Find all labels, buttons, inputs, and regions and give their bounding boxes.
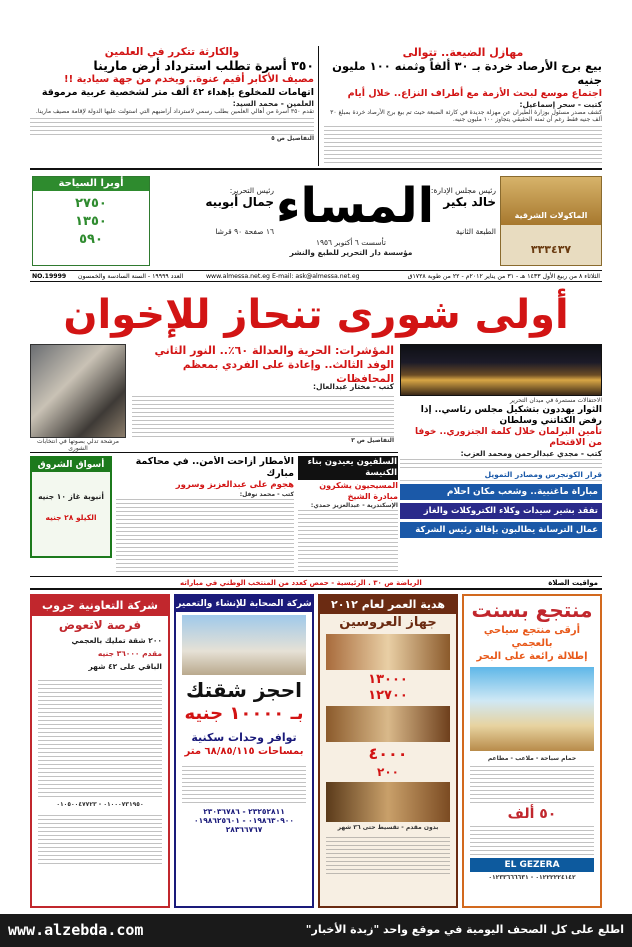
- rebels-story: [400, 405, 602, 469]
- lead-continued: التفاصيل ص ٣: [351, 437, 394, 444]
- ad-line: ٢٠٠ شقة تمليك بالعجمي: [71, 636, 162, 645]
- ad-phone: ٠١٩٨٦٣٠٩٠٠ - ٠١٩٨٦٢٥٦٠١: [194, 816, 294, 825]
- teaser[interactable]: تفقد بشير سيدات وكلاء الكتروكلات والغاز: [400, 503, 602, 519]
- lead-byline: كتب - مختار عبدالعال:: [312, 382, 394, 391]
- ad-price: ٥٠ ألف: [507, 806, 557, 822]
- ad-price: ١٣٠٠٠: [368, 672, 408, 687]
- deck: اجتماع موسع لبحث الأزمة مع أطراف النزاع.. خلال أيام: [347, 88, 602, 99]
- ad-slogan: أرقى منتجع سياحي بالعجمي: [483, 625, 581, 649]
- ad-phone: ٢٣٢٥٢٨١١ - ٢٣٠٣٦٧٨٦: [203, 807, 285, 816]
- ad-title: منتجع بسنت: [471, 598, 593, 622]
- ad-phone: ٢٨٣٦٦٧٦٧: [225, 825, 263, 834]
- ad-text-filler: [326, 834, 450, 874]
- ad-text-filler: [470, 825, 594, 855]
- rebels-byline: كتب - مجدي عبدالرحمن ومحمد العزب:: [460, 449, 602, 458]
- body-text: كشف مصدر مسئول بوزارة الطيران عن مهزلة جديدة في كارثة الضبعة حيث تم بيع برج الأرصاد خردة بمبلغ ٣٠ ألف جنيه فقط رغم أن ثمنه الحقيقي يتجاوز ١٠٠ مليون جنيه.: [330, 109, 602, 123]
- ad-text-filler: [470, 765, 594, 803]
- ad-offer: فرصة لاتعوض: [58, 618, 142, 632]
- ad-price: ٥٩٠: [79, 232, 103, 247]
- ad-footer-brand: EL GEZERA: [470, 858, 594, 872]
- ad-resort: [462, 594, 602, 908]
- headline: ٣٥٠ أسرة تطلب استرداد أرض مارينا: [93, 58, 314, 73]
- section-rule: [30, 452, 398, 453]
- teaser[interactable]: قرار الكونجرس ومصادر التمويل: [400, 470, 602, 481]
- mubarak-deck: هجوم على عبدالعزيز وسرور: [175, 480, 294, 490]
- lead-headline: أولى شورى تنحاز للإخوان: [63, 292, 569, 338]
- ad-line: مقدم ٣٦٠٠٠ جنيه: [97, 649, 162, 658]
- subhead: اتهامات للمخلوع بإهداء ٤٢ ألف متر لشخصية عربية مرموقة: [41, 87, 314, 98]
- byline: كتبت - سحر إسماعيل:: [519, 100, 602, 109]
- rebels-headline: الثوار يهددون بتشكيل مجلس رئاسي.. إذا رفض الكتاتني وسلطان: [420, 405, 602, 426]
- ad-title: شركة التعاونية جروب: [32, 596, 168, 616]
- issue-date: الثلاثاء ٨ من ربيع الأول ١٤٣٣ هـ - ٣١ من يناير ٢٠١٢م - ٢٢ من طوبة ١٧٢٨ق: [407, 273, 600, 280]
- editor-info: [200, 186, 274, 236]
- body-text-filler: [116, 498, 294, 574]
- top-story-right: [324, 46, 602, 164]
- website: www.almessa.net.eg E-mail: ask@almessa.net.eg: [206, 273, 360, 280]
- ad-price: ١٣٥٠: [75, 214, 107, 229]
- ad-phone: ٠١٠٠٠٧٣١٩٥٠ - ٠١٠٥٠٠٤٧٧٢٣: [56, 801, 144, 808]
- ad-from: بـ ١٠٠٠٠ جنيه: [184, 703, 304, 724]
- teasers: [400, 470, 602, 574]
- ad-note: بدون مقدم - تقسيط حتى ٣٦ شهر: [337, 824, 439, 831]
- footer-banner: [0, 914, 632, 947]
- board-label: رئيس مجلس الإدارة:: [430, 186, 496, 195]
- board-name: خالد بكير: [443, 195, 496, 209]
- ad-units: توافر وحدات سكنية: [191, 731, 297, 744]
- ad-price: ١٢٧٠٠: [368, 688, 408, 703]
- mubarak-headline: الأمطار أزاحت الأمن.. في محاكمة مبارك: [135, 456, 294, 479]
- ad-slogan2: إطلالة رائعة على البحر: [476, 651, 588, 662]
- column-divider: [318, 46, 319, 166]
- ad-phone: ٣٣٣٤٣٧: [530, 243, 572, 256]
- building-photo: [182, 615, 306, 675]
- lead-body: [132, 382, 394, 446]
- masthead: [30, 172, 602, 270]
- ad-price: ٢٠٠: [377, 765, 399, 779]
- prayer-times: مواقيت الصلاة: [548, 579, 598, 587]
- box-line: أنبوبة غاز ١٠ جنيه: [38, 492, 104, 501]
- resort-photo: [470, 667, 594, 751]
- newspaper-logo: المساء: [276, 178, 435, 234]
- sports-strip: [30, 576, 602, 590]
- founded: تأسست ٦ أكتوبر ١٩٥٦: [315, 238, 387, 247]
- lead-photo: [30, 344, 126, 438]
- rebels-photo-caption: الاحتفالات مستمرة في ميدان التحرير: [509, 397, 602, 404]
- byline: العلمين - محمد السيد:: [232, 99, 314, 108]
- ramadan-box: [30, 456, 112, 558]
- teaser[interactable]: عمال الترسانة يطالبون بإقالة رئيس الشركة: [400, 522, 602, 538]
- ad-text-filler: [182, 763, 306, 803]
- pages-price: ١٦ صفحة ٩٠ قرشا: [215, 227, 274, 236]
- publisher: مؤسسة دار التحرير للطبع والنشر: [289, 248, 413, 257]
- section-rule: [30, 168, 602, 170]
- lead-subheads: [130, 344, 394, 385]
- kicker: مهازل الضيعة.. تتوالى: [402, 46, 524, 59]
- furniture-photo: [326, 706, 450, 742]
- ad-line: الباقي على ٤٢ شهر: [88, 662, 162, 671]
- editor-label: رئيس التحرير:: [229, 186, 274, 195]
- ad-book: احجز شقتك: [186, 678, 302, 702]
- ad-text-filler: [38, 812, 162, 864]
- ad-phone: ٠١٢٢٢٢٢٤١٤٢ - ٠١٢٣٣٦٦٦٦٣١: [488, 874, 576, 881]
- lead-photo-caption: مرشحة تدلي بصوتها في انتخابات الشورى: [36, 438, 120, 452]
- rebels-photo: [400, 344, 602, 396]
- kicker: والكارثة تتكرر في العلمين: [104, 46, 240, 58]
- footer-text: اطلع على كل الصحف اليومية في موقع واحد "زبدة الأخبار": [305, 923, 624, 936]
- body-text-filler: [324, 125, 602, 164]
- salafis-story: [298, 456, 398, 574]
- ad-sizes: بمساحات ٦٨/٨٥/١١٥ متر: [184, 746, 304, 757]
- ad-real-estate: [174, 594, 314, 908]
- ad-price: ٤٠٠٠: [368, 744, 408, 763]
- issue-number: NO.19999: [32, 273, 67, 280]
- ad-title: هدية العمر لعام ٢٠١٢: [320, 596, 456, 614]
- body-text-filler: [400, 458, 602, 469]
- masthead-ad-right: [500, 176, 602, 266]
- masthead-ad-left: [32, 176, 150, 266]
- box-title: أسواق الشروق: [32, 458, 110, 472]
- ad-title: الماكولات الشرقية: [501, 177, 601, 225]
- body-text-filler: [30, 115, 314, 135]
- ad-title: أوبرا السياحة: [33, 177, 149, 191]
- mubarak-story: [116, 456, 294, 574]
- body-text: تقدم ٣٥٠ أسرة من أهالي العلمين بطلب رسمي لاسترداد أراضيهم التي استولت عليها الدولة لإقامة مصيف مارينا.: [35, 108, 314, 115]
- headline: بيع برج الأرصاد خردة بـ ٣٠ ألفاً وثمنه ١٠٠ مليون جنيه: [332, 59, 602, 87]
- mubarak-byline: كتب - محمد نوفل:: [239, 491, 294, 498]
- lead-sub1: المؤشرات: الحرية والعدالة ٦٠٪.. النور الثاني: [154, 344, 394, 357]
- top-story-left: [30, 46, 314, 164]
- ad-title: شركة الصحابة للإنشاء والتعمير: [176, 596, 312, 612]
- date-strip: [30, 270, 602, 282]
- ad-furniture: [318, 594, 458, 908]
- lead-sub2: الوفد الثالث.. وإعادة على الفردي بمعظم المحافظات: [182, 359, 394, 385]
- issue-ar: العدد ١٩٩٩٩ - السنة السادسة والخمسون: [78, 273, 184, 280]
- body-text-filler: [298, 509, 398, 574]
- ad-sub: جهاز العروسين: [339, 615, 437, 630]
- edition: الطبعة الثانية: [455, 227, 496, 236]
- editor-name: جمال أبوبيه: [205, 195, 274, 209]
- ad-text-filler: [38, 677, 162, 797]
- ad-coop-group: [30, 594, 170, 908]
- continued: التفاصيل ص ٥: [271, 135, 314, 142]
- furniture-photo: [326, 634, 450, 670]
- footer-url[interactable]: www.alzebda.com: [8, 921, 144, 939]
- teaser[interactable]: مباراة ماغنبية.. وشعب مكان احلام: [400, 484, 602, 500]
- furniture-photo: [326, 782, 450, 822]
- ad-note: حمام سباحة - ملاعب - مطاعم: [487, 755, 577, 762]
- deck: مصيف الأكابر أقيم عنوة.. ويخدم من جهة سيادية !!: [64, 74, 314, 85]
- body-text-filler: [132, 393, 394, 437]
- salafis-byline: الإسكندرية - عبدالعزيز حمدي:: [310, 502, 398, 509]
- sports-text: الرياضة ص ٣٠ . الرئيسية - حمص كعدد من المنتخب الوطني في مباراته: [180, 579, 422, 587]
- box-line: الكيلو ٢٨ جنيه: [45, 513, 97, 522]
- ad-price: ٢٧٥٠: [75, 196, 107, 211]
- salafis-deck: المسيحيون يشكرون مبادرة الشيخ: [319, 481, 398, 501]
- rebels-deck: تأمين البرلمان خلال كلمة الجنزوري.. خوفا من الاقتحام: [415, 427, 602, 448]
- salafis-headline: السلفيون يعيدون بناء الكنيسة: [298, 456, 398, 480]
